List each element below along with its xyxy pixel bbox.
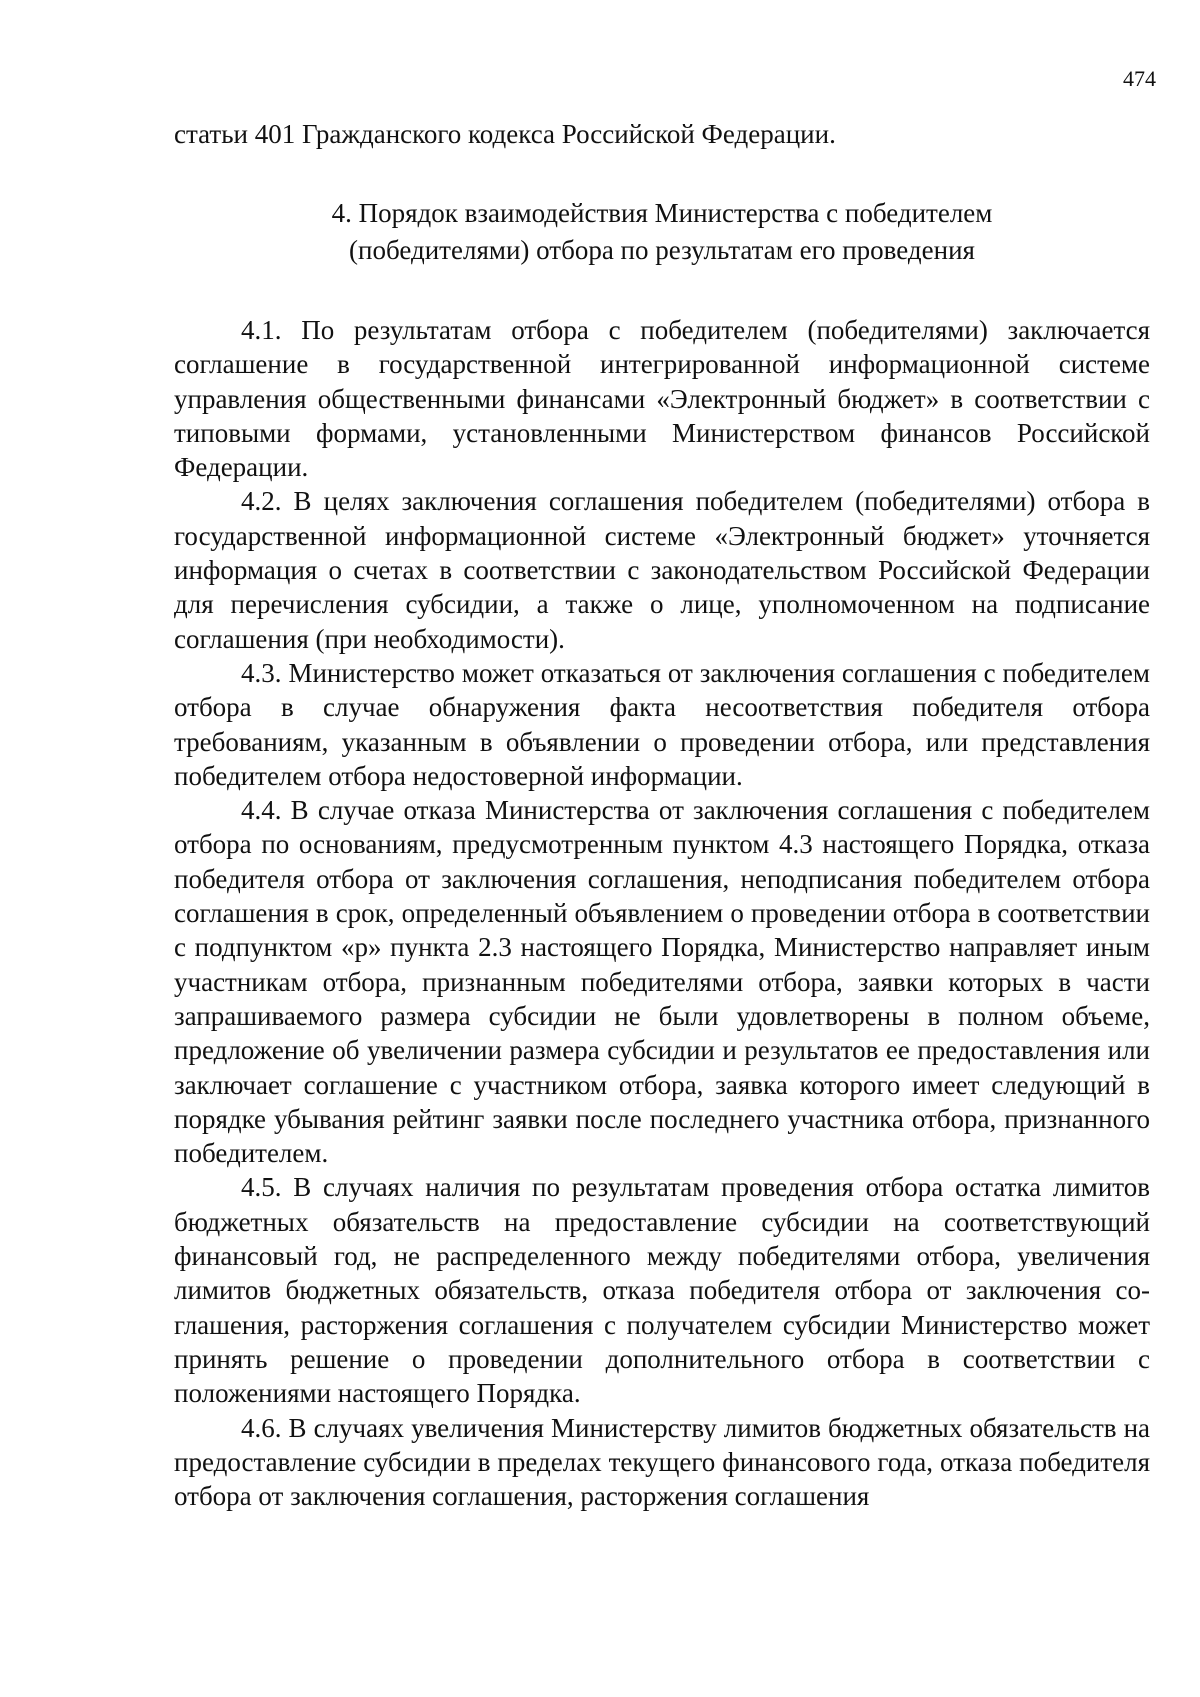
section-heading	[174, 195, 1150, 269]
paragraph-4-2: 4.2. В целях заключения соглашения победителем (победителями) отбора в государственной информационной системе «Электронный бюджет» уточняется информация о счетах в соответствии с законодательством Российской Федерации для перечисления субсидии, а также о лице, уполномоченном на подписание соглашения (при необходимости).	[174, 486, 1150, 654]
document-body	[174, 118, 1150, 1513]
paragraph-4-4: 4.4. В случае отказа Министерства от заключения соглашения с победителем отбора по основаниям, предусмотренным пунктом 4.3 настоящего Порядка, отказа победителя отбора от заключения соглашения, неподписания победителем отбора соглашения в срок, определенный объявлением о проведении отбора в соответствии с подпунктом «р» пункта 2.3 настоящего Порядка, Министерство направляет иным участникам отбора, признанным победителями отбора, заявки которых в части запрашиваемого размера субсидии не были удовлетворены в полном объеме, предложение об увеличении размера субсидии и результатов ее предоставления или заключает соглашение с участником отбора, заявка которого имеет следующий в порядке убывания рейтинг заявки после последнего участника отбора, признанного победителем.	[174, 795, 1150, 1169]
paragraph-4-3: 4.3. Министерство может отказаться от заключения соглашения с победителем отбора в случае обнаружения факта несоответствия победителя отбора требованиям, указанным в объявлении о проведении отбора, или представления победителем отбора недостоверной информации.	[174, 657, 1150, 791]
section-heading-line-2: (победителями) отбора по результатам его проведения	[349, 235, 975, 265]
paragraph-4-1: 4.1. По результатам отбора с победителем (победителями) заключается соглашение в государственной интегрированной информационной системе управления общественными финансами «Электронный бюджет» в соответствии с типовыми формами, установленными Министерством финансов Российской Федерации.	[174, 315, 1150, 483]
section-heading-line-1: 4. Порядок взаимодействия Министерства с победителем	[331, 198, 993, 228]
paragraph-4-6: 4.6. В случаях увеличения Министерству лимитов бюджетных обязательств на предоставление субсидии в пределах текущего финансового года, отказа победителя отбора от заключения соглашения, расторжения соглашения	[174, 1412, 1150, 1512]
page-number: 474	[1123, 66, 1156, 91]
paragraph-4-5: 4.5. В случаях наличия по результатам проведения отбора остатка лимитов бюджетных обязательств на предоставление субсидии на соответствующий финансовый год, не распределенного между победителями отбора, увеличения лимитов бюджетных обязательств, отказа победителя отбора от заключения соглашения, расторжения соглашения с получателем субсидии Министерство может принять решение о проведении дополнительного отбора в соответствии с положениями настоящего Порядка.	[174, 1172, 1150, 1409]
lead-line: статьи 401 Гражданского кодекса Российской Федерации.	[174, 119, 836, 149]
